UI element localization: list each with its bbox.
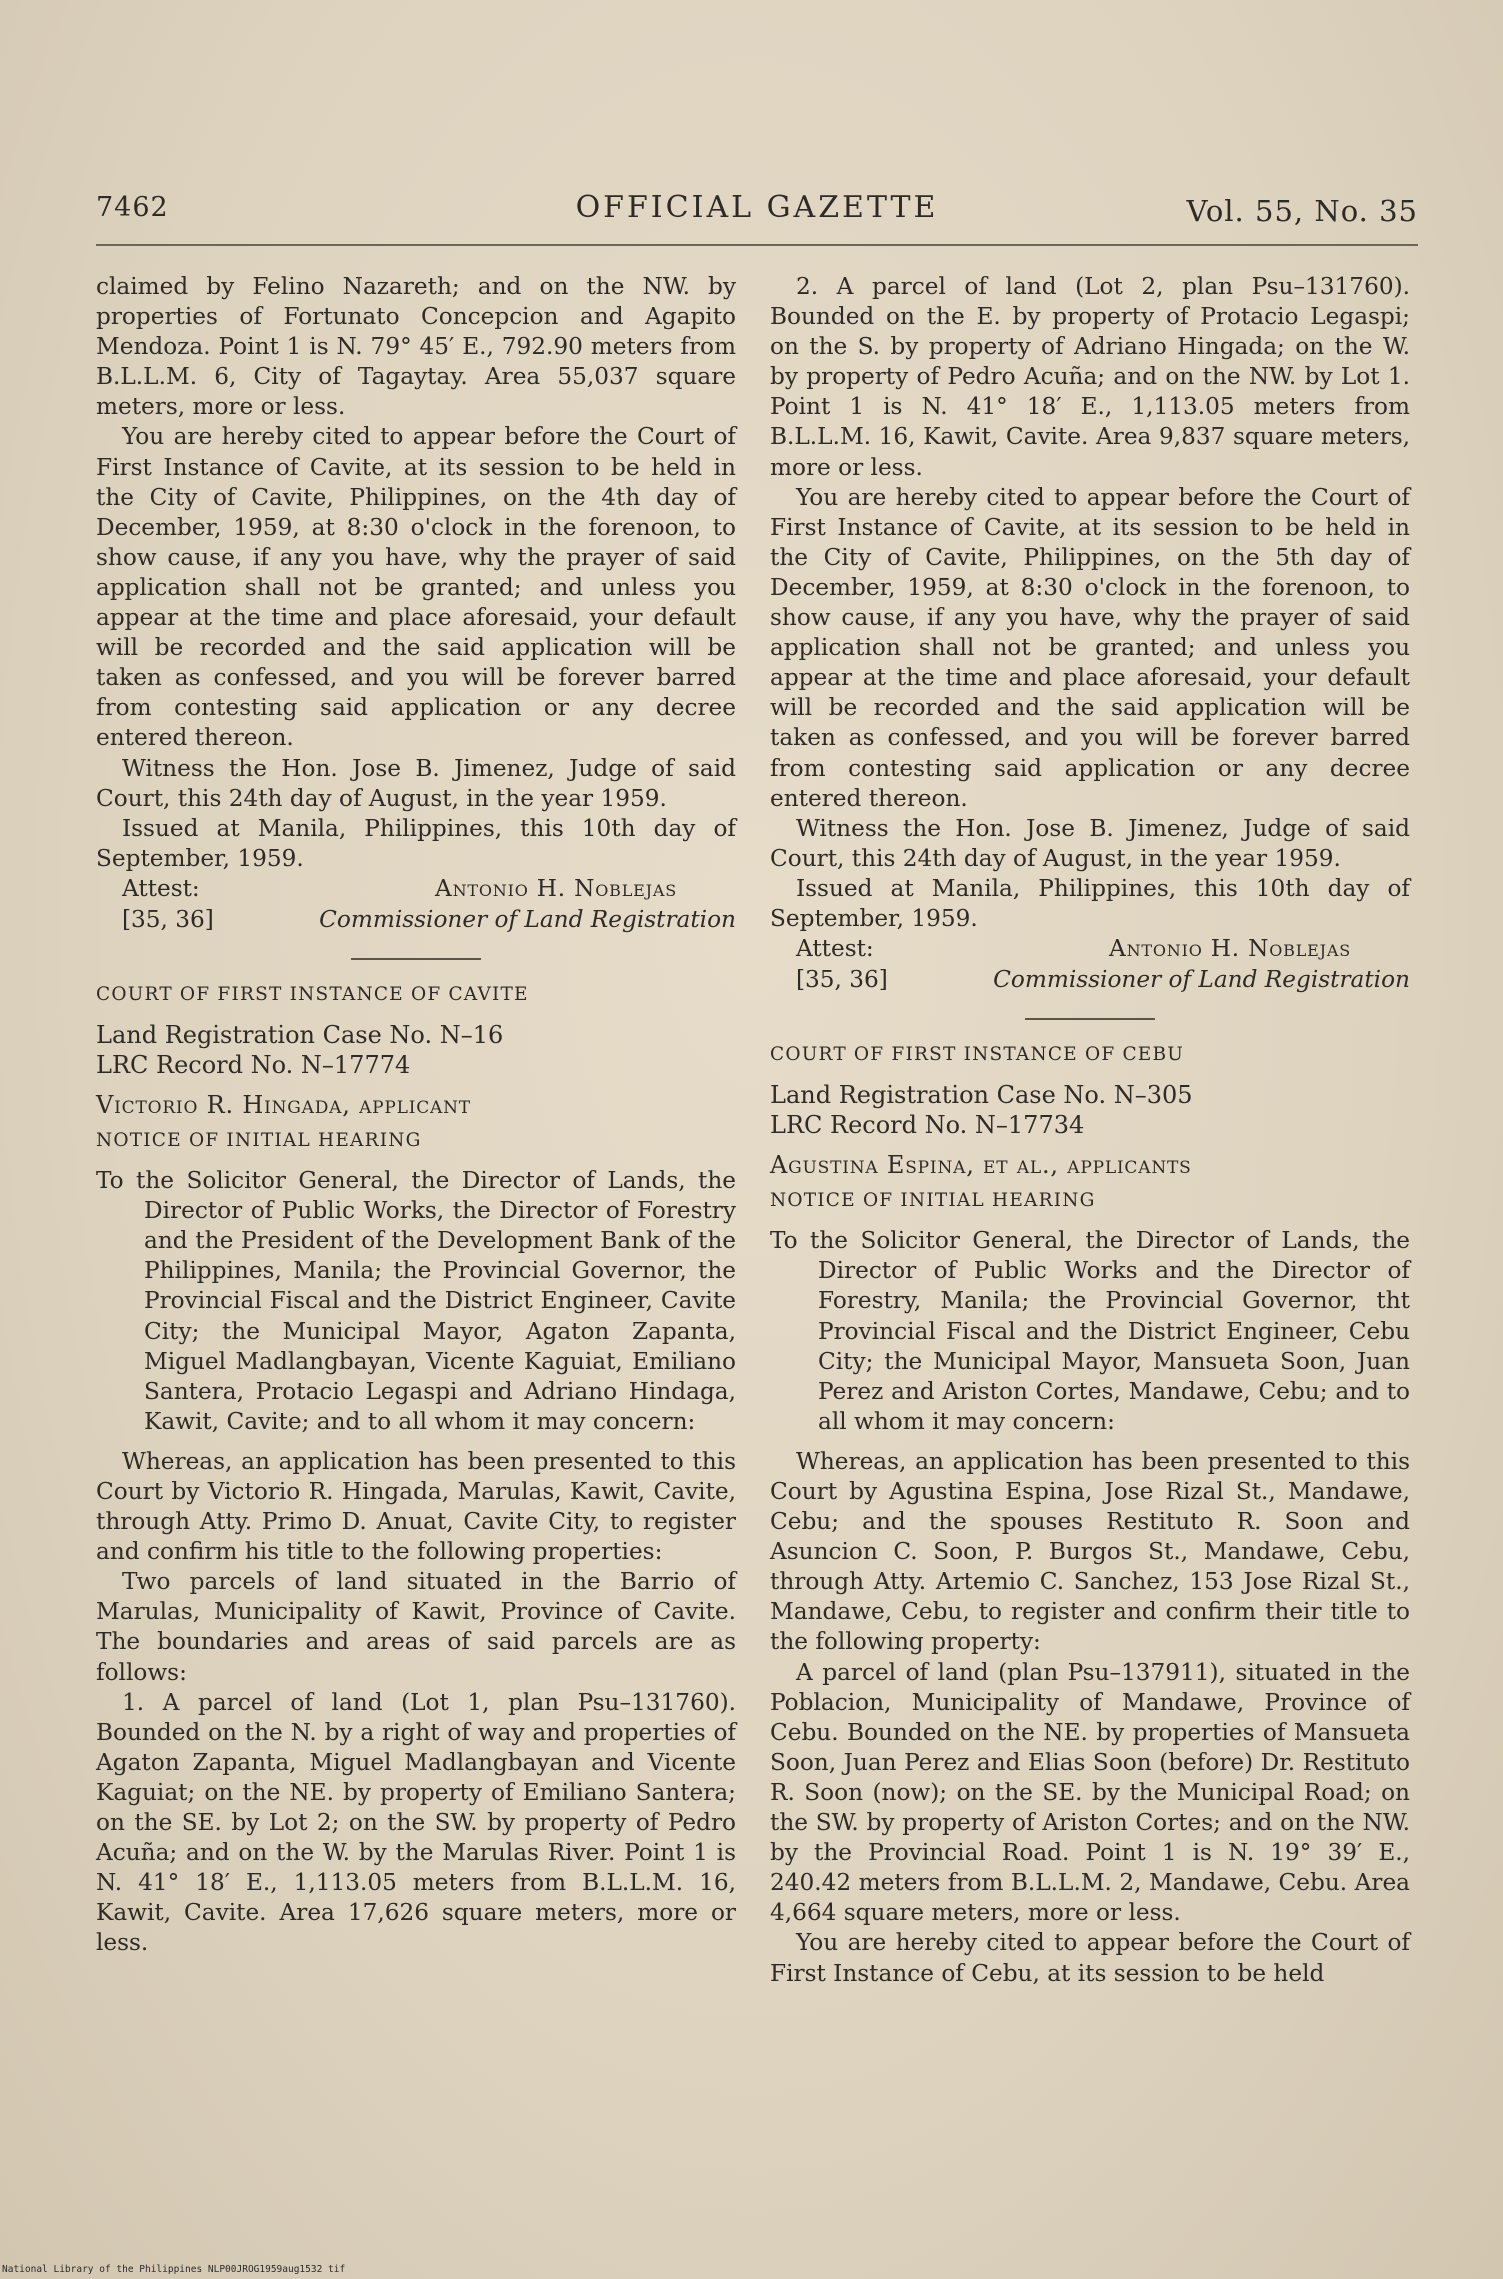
applicant-line: Agustina Espina, et al., applicants — [770, 1151, 1192, 1180]
attest-name: Antonio H. Noblejas — [1109, 935, 1351, 963]
publication-title: OFFICIAL GAZETTE — [575, 190, 939, 225]
attest-ref: [35, 36] — [796, 966, 888, 994]
paragraph: Issued at Manila, Philippines, this 10th day of September, 1959. — [96, 814, 736, 872]
case-number: Land Registration Case No. N–305 — [770, 1081, 1193, 1110]
paragraph: Issued at Manila, Philippines, this 10th day of September, 1959. — [770, 874, 1410, 932]
case-number: Land Registration Case No. N–16 — [96, 1020, 504, 1049]
paragraph: 1. A parcel of land (Lot 1, plan Psu–131760). Bounded on the N. by a right of way and properties of Agaton Zapanta, Miguel Madlangbayan and Vicente Kaguiat; on the NE. by property of Emiliano Santera; on the SE. by Lot 2; on the SW. by property of Pedro Acuña; and on the W. by the Marulas River. Point 1 is N. 41° 18′ E., 1,113.05 meters from B.L.L.M. 16, Kawit, Cavite. Area 17,626 square meters, more or less. — [96, 1688, 736, 1957]
paragraph: Witness the Hon. Jose B. Jimenez, Judge of said Court, this 24th day of August, in the year 1959. — [96, 754, 736, 812]
attest-title: Commissioner of Land Registration — [319, 905, 736, 933]
record-number: LRC Record No. N–17734 — [770, 1111, 1085, 1140]
section-divider — [351, 958, 481, 960]
right-column — [770, 272, 1410, 1989]
attest-name: Antonio H. Noblejas — [435, 874, 677, 902]
addressees: To the Solicitor General, the Director of Lands, the Director of Public Works and the Director of Forestry, Manila; the Provincial Governor, tht Provincial Fiscal and the District Engineer, Cebu City; the Municipal Mayor, Mansueta Soon, Juan Perez and Ariston Cortes, Mandawe, Cebu; and to all whom it may concern: — [770, 1227, 1410, 1435]
page-header — [96, 186, 1418, 232]
volume-label: Vol. 55, No. 35 — [1186, 194, 1418, 228]
attest-block — [770, 934, 1410, 996]
attest-label: Attest: — [122, 874, 200, 902]
court-heading: COURT OF FIRST INSTANCE OF CAVITE — [96, 983, 529, 1005]
paragraph: Two parcels of land situated in the Barrio of Marulas, Municipality of Kawit, Province of Cavite. The boundaries and areas of said parcels are as follows: — [96, 1568, 736, 1686]
paragraph: 2. A parcel of land (Lot 2, plan Psu–131760). Bounded on the E. by property of Protacio Legaspi; on the S. by property of Adriano Hingada; on the W. by property of Pedro Acuña; and on the NW. by Lot 1. Point 1 is N. 41° 18′ E., 1,113.05 meters from B.L.L.M. 16, Kawit, Cavite. Area 9,837 square meters, more or less. — [770, 273, 1410, 481]
paragraph: A parcel of land (plan Psu–137911), situated in the Poblacion, Municipality of Mandawe, Province of Cebu. Bounded on the NE. by properties of Mansueta Soon, Juan Perez and Elias Soon (before) Dr. Restituto R. Soon (now); on the SE. by the Municipal Road; on the SW. by property of Ariston Cortes; and on the NW. by the Provincial Road. Point 1 is N. 19° 39′ E., 240.42 meters from B.L.L.M. 2, Mandawe, Cebu. Area 4,664 square meters, more or less. — [770, 1658, 1410, 1927]
paragraph: Whereas, an application has been presented to this Court by Victorio R. Hingada, Marulas, Kawit, Cavite, through Atty. Primo D. Anuat, Cavite City, to register and confirm his title to the following properties: — [96, 1447, 736, 1566]
page-number: 7462 — [96, 192, 169, 223]
attest-block — [96, 874, 736, 936]
attest-title: Commissioner of Land Registration — [993, 966, 1410, 994]
section-divider — [1025, 1018, 1155, 1020]
paragraph: You are hereby cited to appear before the Court of First Instance of Cavite, at its session to be held in the City of Cavite, Philippines, on the 5th day of December, 1959, at 8:30 o'clock in the forenoon, to show cause, if any you have, why the prayer of said application shall not be granted; and unless you appear at the time and place aforesaid, your default will be recorded and the said application will be taken as confessed, and you will be forever barred from contesting said application or any decree entered thereon. — [770, 483, 1410, 812]
scan-footer: National Library of the Philippines NLP00JROG1959aug1532 tif — [2, 2264, 346, 2275]
court-heading: COURT OF FIRST INSTANCE OF CEBU — [770, 1044, 1185, 1066]
notice-heading: NOTICE OF INITIAL HEARING — [770, 1190, 1096, 1212]
paragraph: You are hereby cited to appear before the Court of First Instance of Cavite, at its session to be held in the City of Cavite, Philippines, on the 4th day of December, 1959, at 8:30 o'clock in the forenoon, to show cause, if any you have, why the prayer of said application shall not be granted; and unless you appear at the time and place aforesaid, your default will be recorded and the said application will be taken as confessed, and you will be forever barred from contesting said application or any decree entered thereon. — [96, 423, 736, 752]
paragraph: Witness the Hon. Jose B. Jimenez, Judge of said Court, this 24th day of August, in the year 1959. — [770, 814, 1410, 872]
left-column — [96, 272, 736, 1959]
header-rule — [96, 244, 1418, 246]
addressees: To the Solicitor General, the Director of Lands, the Director of Public Works, the Director of Forestry and the President of the Development Bank of the Philippines, Manila; the Provincial Governor, the Provincial Fiscal and the District Engineer, Cavite City; the Municipal Mayor, Agaton Zapanta, Miguel Madlangbayan, Vicente Kaguiat, Emiliano Santera, Protacio Legaspi and Adriano Hindaga, Kawit, Cavite; and to all whom it may concern: — [96, 1167, 736, 1435]
attest-ref: [35, 36] — [122, 905, 214, 933]
applicant-line: Victorio R. Hingada, applicant — [96, 1090, 471, 1119]
record-number: LRC Record No. N–17774 — [96, 1050, 411, 1079]
paragraph: You are hereby cited to appear before the Court of First Instance of Cebu, at its session to be held — [770, 1929, 1410, 1987]
paragraph: Whereas, an application has been presented to this Court by Agustina Espina, Jose Rizal St., Mandawe, Cebu; and the spouses Restituto R. Soon and Asuncion C. Soon, P. Burgos St., Mandawe, Cebu, through Atty. Artemio C. Sanchez, 153 Jose Rizal St., Mandawe, Cebu, to register and confirm their title to the following property: — [770, 1447, 1410, 1656]
notice-heading: NOTICE OF INITIAL HEARING — [96, 1129, 422, 1151]
attest-label: Attest: — [796, 935, 874, 963]
paragraph: claimed by Felino Nazareth; and on the NW. by properties of Fortunato Concepcion and Agapito Mendoza. Point 1 is N. 79° 45′ E., 792.90 meters from B.L.L.M. 6, City of Tagaytay. Area 55,037 square meters, more or less. — [96, 273, 736, 421]
